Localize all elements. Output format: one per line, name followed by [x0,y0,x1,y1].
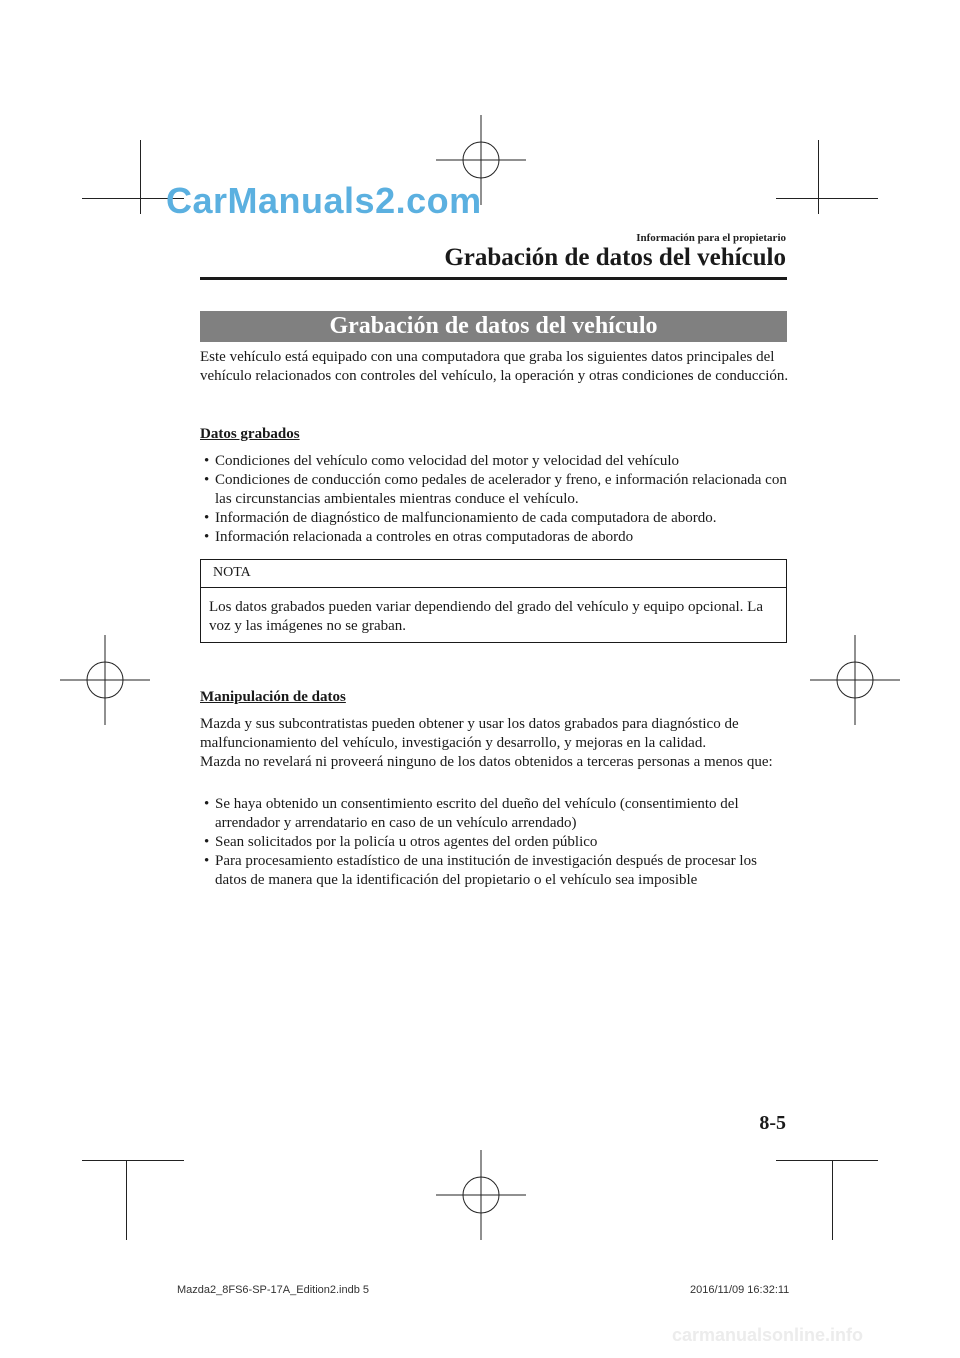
list-item: • Para procesamiento estadístico de una institución de investigación después de procesar los datos de manera que la identificación del propietario o el vehículo sea imposible [204,853,757,888]
crop-mark [776,1160,878,1161]
handling-paragraph: Mazda no revelará ni proveerá ninguno de los datos obtenidos a terceras personas a menos que: [200,754,773,770]
crop-mark [126,1160,127,1240]
list-item: • Condiciones de conducción como pedales de acelerador y freno, e información relacionada con las circunstancias ambientales mientras conduce el vehículo. [204,472,787,507]
crop-mark [82,1160,184,1161]
recorded-data-list [200,452,790,547]
page-title: Grabación de datos del vehículo [444,244,786,271]
bullet-icon: • [204,529,210,545]
list-item: • Información relacionada a controles en otras computadoras de abordo [204,529,634,545]
handling-paragraph: Mazda y sus subcontratistas pueden obtener y usar los datos grabados para diagnóstico de malfuncionamiento del vehículo, investigación y desarrollo, y mejoras en la calidad. [200,716,739,751]
registration-mark-icon [810,635,900,725]
print-slug: Mazda2_8FS6-SP-17A_Edition2.indb 5 [177,1284,370,1296]
crop-mark [776,198,878,199]
bullet-icon: • [204,834,210,850]
crop-mark [832,1160,833,1240]
data-handling-heading: Manipulación de datos [200,689,346,705]
intro-paragraph: Este vehículo está equipado con una computadora que graba los siguientes datos principales del vehículo relacionados con controles del vehículo, la operación y otras condiciones de conducción. [200,349,789,384]
note-label: NOTA [213,565,251,580]
registration-mark-icon [436,1150,526,1240]
page-number: 8-5 [759,1112,786,1134]
bullet-icon: • [204,796,210,812]
bullet-icon: • [204,853,210,869]
note-box [200,559,787,643]
crop-mark [818,140,819,214]
list-item: • Condiciones del vehículo como velocidad del motor y velocidad del vehículo [204,453,680,469]
section-label: Información para el propietario [636,232,786,244]
header-divider [200,277,787,280]
note-header [201,560,786,588]
registration-mark-icon [60,635,150,725]
list-item: • Sean solicitados por la policía u otros agentes del orden público [204,834,598,850]
note-text: Los datos grabados pueden variar dependiendo del grado del vehículo y equipo opcional. La voz y las imágenes no se graban. [209,599,763,634]
crop-mark [140,140,141,214]
list-item: • Se haya obtenido un consentimiento escrito del dueño del vehículo (consentimiento del arrendador y arrendatario en caso de un vehículo arrendado) [204,796,739,831]
list-item: • Información de diagnóstico de malfuncionamiento de cada computadora de abordo. [204,510,717,526]
watermark-logo: CarManuals2.com [166,180,482,221]
bullet-icon: • [204,510,210,526]
recorded-data-heading: Datos grabados [200,426,300,442]
section-banner: Grabación de datos del vehículo [200,311,787,342]
watermark-footer: carmanualsonline.info [672,1325,864,1345]
bullet-icon: • [204,472,210,488]
disclosure-conditions-list [200,795,790,890]
print-timestamp: 2016/11/09 16:32:11 [690,1284,790,1296]
bullet-icon: • [204,453,210,469]
